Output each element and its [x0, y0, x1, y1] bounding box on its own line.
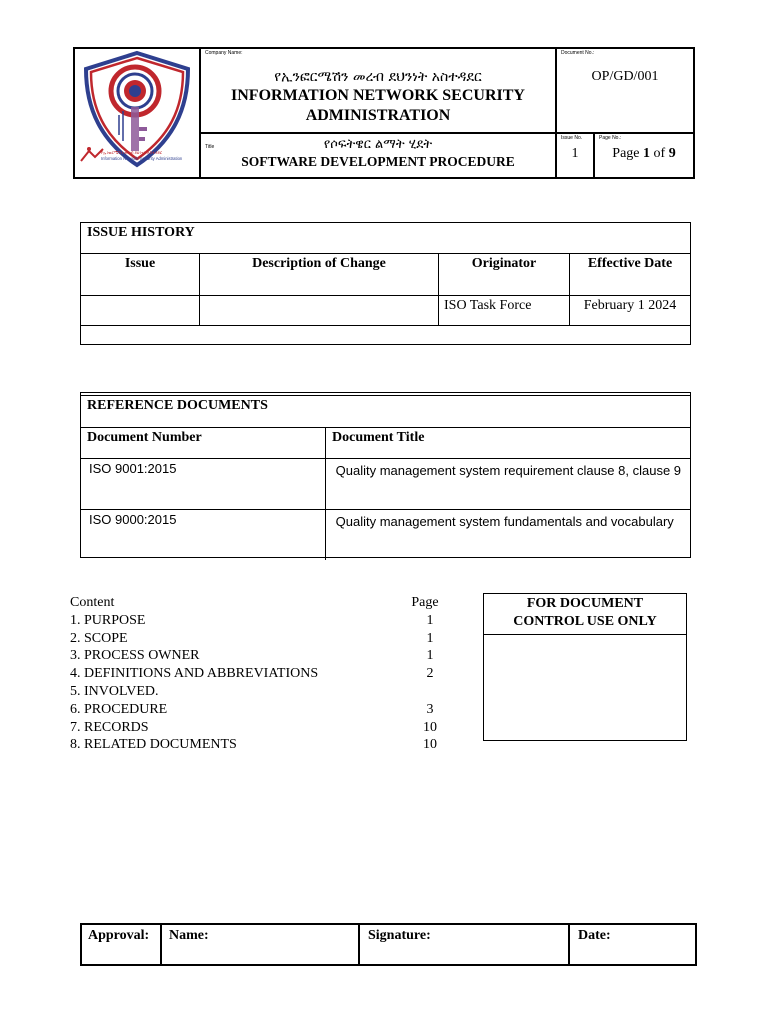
toc-item-page: 1 — [426, 630, 434, 646]
column-header-issue: Issue — [81, 254, 200, 295]
document-control-heading: FOR DOCUMENT CONTROL USE ONLY — [484, 594, 686, 635]
cell-document-number: ISO 9001:2015 — [81, 458, 326, 509]
toc-item-label: 2. SCOPE — [70, 630, 128, 646]
toc-item-page: 10 — [423, 719, 437, 735]
company-label: Company Name: — [205, 50, 243, 56]
logo-amharic-text: የኢንፎርሜሽን መረብ ደህንነት አስተዳደር — [101, 150, 163, 155]
reference-documents-heading: REFERENCE DOCUMENTS — [81, 395, 690, 428]
page-prefix: Page — [612, 146, 640, 161]
column-header-effective-date: Effective Date — [570, 254, 691, 295]
cell-issue — [81, 295, 200, 325]
title-amharic: የሶፍትዌር ልማት ሂደት — [323, 137, 433, 152]
document-title: SOFTWARE DEVELOPMENT PROCEDURE — [241, 154, 515, 169]
toc-page-heading: Page — [411, 595, 439, 610]
column-header-description: Description of Change — [200, 254, 439, 295]
signature-field[interactable]: Signature: — [362, 925, 570, 964]
issue-history-section — [80, 222, 691, 345]
column-header-document-title: Document Title — [326, 428, 691, 458]
cell-effective-date: February 1 2024 — [570, 295, 691, 325]
issue-number: 1 — [571, 146, 579, 161]
page-total: 9 — [668, 146, 676, 161]
logo-cell — [75, 49, 201, 177]
name-field[interactable]: Name: — [164, 925, 360, 964]
toc-item[interactable] — [70, 647, 450, 665]
column-header-originator: Originator — [439, 254, 570, 295]
toc-heading: Content — [70, 595, 115, 610]
toc-item-page: 2 — [426, 666, 434, 682]
toc-item-page: 1 — [426, 612, 434, 628]
toc-item-label: 3. PROCESS OWNER — [70, 648, 200, 664]
document-number-cell — [557, 49, 693, 134]
empty-cell — [81, 325, 690, 343]
toc-item-label: 5. INVOLVED. — [70, 683, 159, 699]
toc-item[interactable] — [70, 736, 450, 754]
toc-item-label: 6. PROCEDURE — [70, 701, 168, 717]
document-number-label: Document No.: — [561, 50, 595, 56]
title-cell — [201, 134, 557, 177]
table-row — [81, 295, 690, 325]
issue-history-header-row — [81, 254, 690, 295]
issue-history-table — [81, 254, 690, 343]
toc-item[interactable] — [70, 683, 450, 701]
issue-history-heading: ISSUE HISTORY — [81, 223, 690, 254]
approval-label: Approval: — [82, 925, 162, 964]
toc-item-label: 4. DEFINITIONS AND ABBREVIATIONS — [70, 666, 319, 682]
document-header — [73, 47, 695, 179]
reference-header-row — [81, 428, 690, 458]
company-name: INFORMATION NETWORK SECURITY ADMINISTRATION — [231, 87, 525, 124]
date-field[interactable]: Date: — [578, 928, 611, 943]
page-current: 1 — [643, 146, 651, 161]
document-control-box — [483, 593, 687, 741]
toc-item-label: 7. RECORDS — [70, 719, 149, 735]
toc-heading-row — [70, 594, 450, 612]
reference-documents-table — [81, 428, 690, 560]
table-of-contents — [70, 594, 450, 754]
cell-description — [200, 295, 439, 325]
document-number: OP/GD/001 — [591, 69, 659, 84]
issue-number-cell — [557, 134, 595, 177]
cell-document-title: Quality management system requirement clause 8, clause 9 — [326, 458, 691, 509]
cell-originator: ISO Task Force — [439, 295, 570, 325]
toc-item-label: 1. PURPOSE — [70, 612, 146, 628]
toc-item-label: 8. RELATED DOCUMENTS — [70, 737, 237, 753]
title-label: Title — [205, 144, 215, 150]
toc-item[interactable] — [70, 630, 450, 648]
toc-item[interactable] — [70, 665, 450, 683]
page-number-label: Page No.: — [599, 135, 622, 141]
toc-item-page: 1 — [426, 648, 434, 664]
company-name-amharic: የኢንፎርሜሽን መረብ ደህንነት አስተዳደር — [274, 69, 482, 85]
logo-english-text: Information Network Security Administration — [101, 156, 183, 161]
column-header-document-number: Document Number — [81, 428, 326, 458]
table-row — [81, 509, 690, 560]
table-row — [81, 458, 690, 509]
cell-document-title: Quality management system fundamentals and vocabulary — [326, 509, 691, 560]
cell-document-number: ISO 9000:2015 — [81, 509, 326, 560]
toc-item-page: 10 — [423, 737, 437, 753]
page-number — [595, 146, 693, 162]
page-of: of — [653, 146, 666, 161]
page-number-cell — [595, 134, 693, 177]
table-row-empty — [81, 325, 690, 343]
issue-number-label: Issue No. — [561, 135, 583, 141]
reference-documents-section — [80, 392, 691, 558]
toc-item[interactable] — [70, 612, 450, 630]
company-cell — [201, 49, 557, 134]
approval-table — [80, 923, 697, 966]
toc-item[interactable] — [70, 719, 450, 737]
toc-item[interactable] — [70, 701, 450, 719]
toc-item-page: 3 — [426, 701, 434, 717]
